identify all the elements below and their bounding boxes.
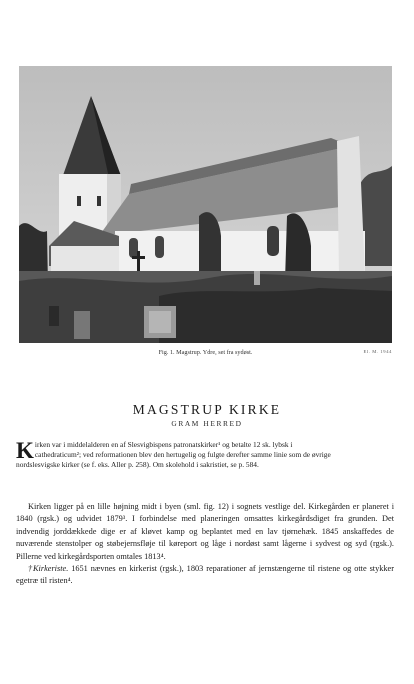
page-subtitle: GRAM HERRED: [171, 419, 243, 428]
page-title: MAGSTRUP KIRKE: [132, 402, 282, 417]
drop-cap: K: [16, 438, 34, 463]
church-photograph: [19, 66, 392, 343]
caption-text: Fig. 1. Magstrup. Ydre, set fra sydøst.: [158, 349, 253, 356]
kirkeriste-heading: †Kirkeriste.: [28, 564, 69, 574]
body-text: [16, 501, 394, 588]
photo-credit: El. M. 1944: [363, 349, 392, 354]
kirkeriste-text: 1651 nævnes en kirkerist (rgsk.), 1803 reparationer af jernstængerne til ristene og otte stykker egetræ til risten⁴.: [16, 564, 395, 586]
intro-text: irken var i middelalderen en af Slesvigbispens patronatskirker¹ og betalte 12 sk. lybsk i cathedraticum²; ved reformationen blev den hertugelig og fulgte derefter samme linie som de øvrige nordslesvigske kirker (se f. eks. Aller p. 258). Om skolehold i sakristiet, se p. 584.: [16, 440, 331, 469]
paragraph-kirkeriste: [16, 563, 394, 588]
intro-paragraph: [16, 440, 340, 470]
paragraph-churchyard: Kirken ligger på en lille højning midt i byen (sml. fig. 12) i sognets vestlige del. Kirkegården er planeret i 1840 (rgsk.) og udvidet 1879³. I forbindelse med planeringen omsattes kirkegårdsdiget fra grunden. Det indvendig jorddækkede dige er af kløvet kamp og beplantet med en lav tjørnehæk. 1845 anskaffedes de nuværende stenstolper og støbejernsfløje til køreport og låge i nordøst samt lågerne i sydvest og syd (rgsk.). Pillerne ved kirkegårdsporten omtales 1813⁴.: [16, 502, 394, 561]
